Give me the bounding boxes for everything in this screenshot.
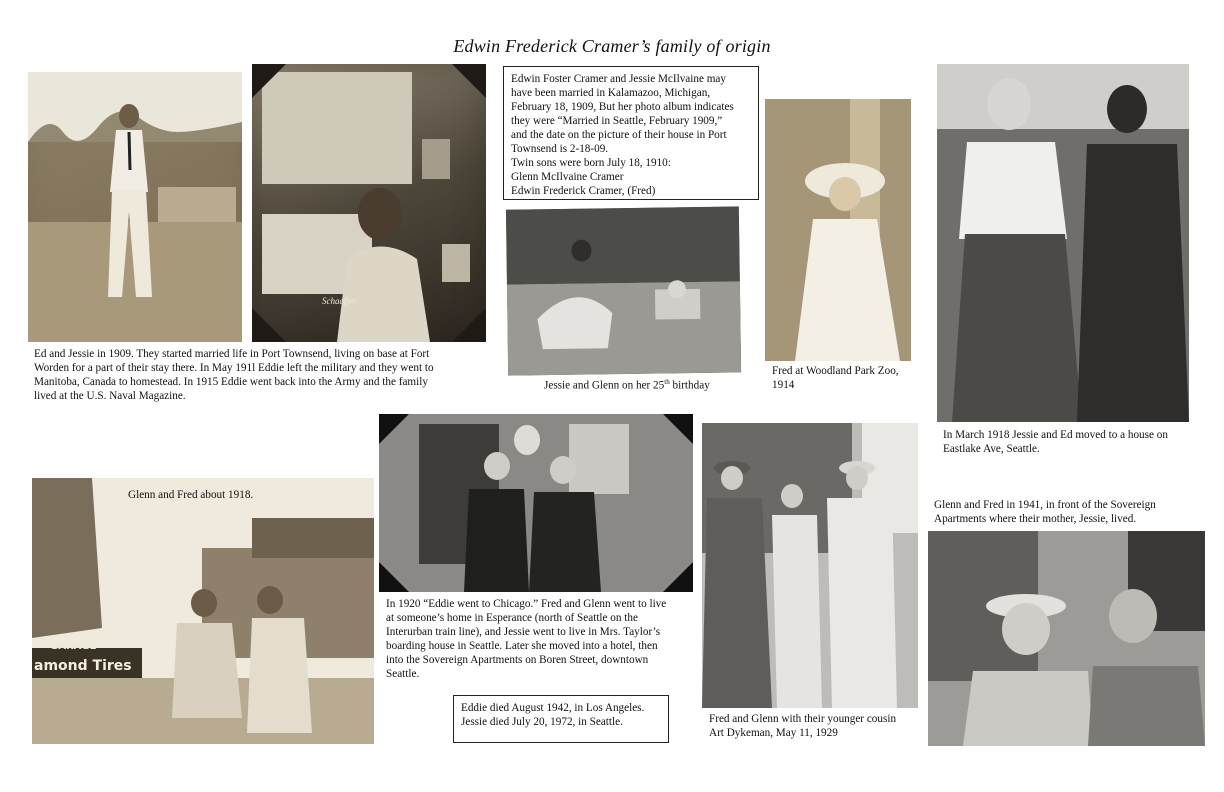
photo-cousin-1929 [702,423,918,708]
caption-line: Interurban train line), and Jessie went to live in Mrs. Taylor’s [386,626,661,638]
marriage-line: Edwin Frederick Cramer, (Fred) [511,185,656,197]
caption-cousin-1929 [709,712,939,740]
caption-line: Apartments where their mother, Jessie, lived. [934,513,1137,525]
marriage-line: Glenn McIlvaine Cramer [511,171,624,183]
photo-jessie-boys-1920 [379,414,693,592]
caption-glenn-fred-1918: Glenn and Fred about 1918. [128,489,254,501]
marriage-line: Edwin Foster Cramer and Jessie McIlvaine may [511,73,726,85]
caption-line: Glenn and Fred in 1941, in front of the Sovereign [934,499,1156,511]
caption-line: into the Sovereign Apartments on Boren Street, downtown [386,654,649,666]
photo-fred-zoo [765,99,911,361]
death-line: Eddie died August 1942, in Los Angeles. [461,702,645,714]
death-line: Jessie died July 20, 1972, in Seattle. [461,716,623,728]
photo-glenn-fred-1941 [928,531,1205,746]
tires-sign-text: amond Tires [34,658,132,674]
caption-line: boarding house in Seattle. Later she moved into a hotel, then [386,640,658,652]
marriage-line: they were “Married in Seattle, February 1909,” [511,115,723,127]
caption-birthday-sup: th [664,378,670,386]
photo-jessie-glenn-lawn [506,206,741,375]
piano-brand-text: Schaeffer [322,296,356,306]
caption-line: In March 1918 Jessie and Ed moved to a house on [943,429,1168,441]
photo-glenn-fred-1918 [32,478,374,744]
caption-line: Art Dykeman, May 11, 1929 [709,727,838,739]
page-title: Edwin Frederick Cramer’s family of origin [453,36,771,56]
marriage-line: Townsend is 2-18-09. [511,143,609,155]
photo-jessie-ed-1918 [937,64,1189,422]
caption-line: Ed and Jessie in 1909. They started married life in Port Townsend, living on base at Fort [34,348,430,360]
marriage-line: February 18, 1909, But her photo album indicates [511,101,734,113]
caption-line: Worden for a part of their stay there. In May 191l Eddie left the military and they went to [34,362,434,374]
caption-line: 1914 [772,379,795,391]
caption-sovereign-1941 [934,498,1214,526]
marriage-line: Twin sons were born July 18, 1910: [511,157,671,169]
death-info-box [453,695,669,743]
caption-chicago-1920 [386,597,706,681]
marriage-line: and the date on the picture of their house in Port [511,129,727,141]
garage-sign-text: GARAGE [50,641,97,652]
caption-ed-jessie-1909 [34,347,494,403]
photo-jessie-piano [252,64,486,342]
caption-line: at someone’s home in Esperance (north of Seattle on the [386,612,638,624]
marriage-line: have been married in Kalamazoo, Michigan, [511,87,711,99]
photo-ed-standing [28,72,242,342]
caption-line: Fred and Glenn with their younger cousin [709,713,897,725]
caption-line: lived at the U.S. Naval Magazine. [34,390,186,402]
marriage-info-box [503,66,759,200]
caption-line: Manitoba, Canada to homestead. In 1915 Eddie went back into the Army and the family [34,376,428,388]
caption-fred-zoo [772,364,922,392]
caption-jessie-glenn-birthday [544,375,764,393]
caption-line: Seattle. [386,668,420,680]
caption-birthday-suffix: birthday [669,379,710,392]
caption-line: In 1920 “Eddie went to Chicago.” Fred and Glenn went to live [386,598,667,610]
caption-march-1918 [943,428,1213,456]
caption-line: Fred at Woodland Park Zoo, [772,365,899,377]
caption-line: Eastlake Ave, Seattle. [943,443,1040,455]
caption-birthday-prefix: Jessie and Glenn on her 25 [544,379,665,392]
